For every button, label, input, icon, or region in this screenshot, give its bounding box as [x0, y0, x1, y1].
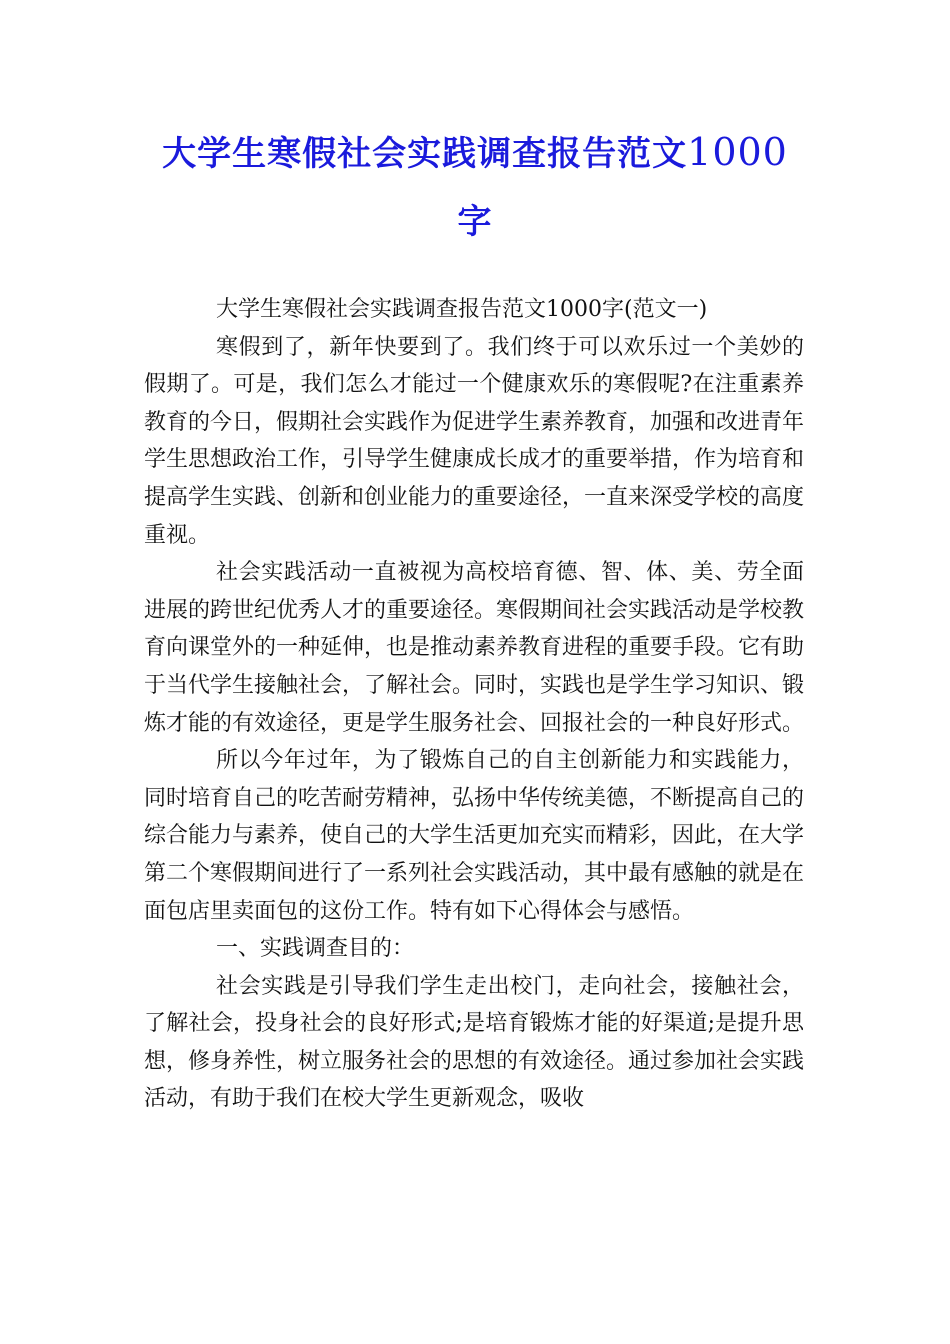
document-title — [120, 118, 830, 256]
paragraph-heading: 大学生寒假社会实践调查报告范文1000字(范文一) — [216, 297, 708, 322]
paragraph: 寒假到了，新年快要到了。我们终于可以欢乐过一个美妙的假期了。可是，我们怎么才能过一个健康欢乐的寒假呢?在注重素养教育的今日，假期社会实践作为促进学生素养教育，加强和改进青年学生思想政治工作，引导学生健康成长成才的重要举措，作为培育和提高学生实践、创新和创业能力的重要途径，一直来深受学校的高度重视。 — [144, 334, 805, 548]
paragraph: 社会实践是引导我们学生走出校门，走向社会，接触社会，了解社会，投身社会的良好形式;是培育锻炼才能的好渠道;是提升思想，修身养性，树立服务社会的思想的有效途径。通过参加社会实践活动，有助于我们在校大学生更新观念，吸收 — [144, 973, 805, 1112]
title-number: 1000 — [687, 130, 788, 174]
section-heading: 一、实践调查目的： — [216, 936, 415, 962]
paragraph: 社会实践活动一直被视为高校培育德、智、体、美、劳全面进展的跨世纪优秀人才的重要途径。寒假期间社会实践活动是学校教育向课堂外的一种延伸，也是推动素养教育进程的重要手段。它有助于当代学生接触社会，了解社会。同时，实践也是学生学习知识、锻炼才能的有效途径，更是学生服务社会、回报社会的一种良好形式。 — [144, 560, 805, 736]
title-suffix-text: 字 — [457, 202, 493, 242]
title-main-text: 大学生寒假社会实践调查报告范文 — [162, 134, 688, 174]
paragraph: 所以今年过年，为了锻炼自己的自主创新能力和实践能力，同时培育自己的吃苦耐劳精神，弘扬中华传统美德，不断提高自己的综合能力与素养，使自己的大学生活更加充实而精彩，因此，在大学第二个寒假期间进行了一系列社会实践活动，其中最有感触的就是在面包店里卖面包的这份工作。特有如下心得体会与感悟。 — [144, 748, 805, 924]
document-body — [144, 291, 804, 1118]
